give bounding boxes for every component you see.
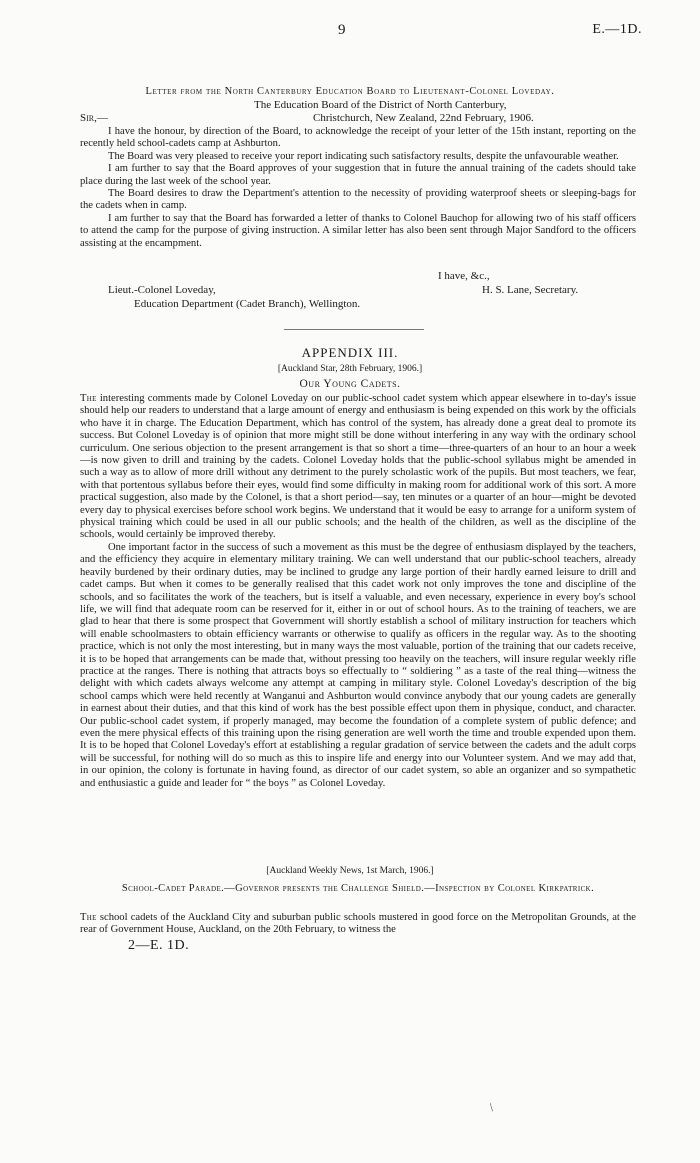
article-paragraph: One important factor in the success of such a movement as this must be the degree of enthusiasm displayed by the teachers, and the efficiency they acquire in elementary military training. We can well understand that our public-school teachers, already heavily burdened by their ordinary duties, may be inclined to grudge any large portion of their hardly earned leisure to drill and cadet camps. But when it comes to be generally realised that this cadet work not only improves the tone and discipline of the schools, and so facilitates the work of the teachers, but is itself a valuable, and even necessary, experience in every boy's school life, we will find that adequate room can be reserved for it, either in or out of school hours. As to the training of teachers, we are glad to hear that there is some prospect that Government will shortly establish a school of military instruction for teachers which will enable schoolmasters to obtain efficiency warrants or otherwise to qualify as officers in the regular way. As to the shooting practice, which is not only the most interesting, but in many ways the most valuable, portion of the training that our cadets receive, it is to be hoped that arrangements can be made that, without pressing too heavily on the teachers, will insure regular weekly rifle practice at the ranges. There is nothing that attracts boys so effectually to “ soldiering ” as a taste of the real thing—witness the delight with which cadets always welcome any attempt at camping in military style. Colonel Loveday's description of the big school camps which were held recently at Wanganui and Ashburton would convince anybody that our young cadets are generally in earnest about their duties, and that this kind of work has the best possible effect upon them in physique, conduct, and character. Our public-school cadet system, if properly managed, may become the foundation of a complete system of public defence; and even the mere physical effects of this training upon the rising generation are well worth the time and trouble expended upon them. It is to be hoped that Colonel Loveday's effort at establishing a regular gradation of service between the cadets and the adult corps will be successful, for nothing will do so much as this to inspire life and energy into our Volunteer system. And we may add that, in our opinion, the colony is fortunate in having found, as director of our cadet system, so able an organizer and so sympathetic and enthusiastic a guide and leader for “ the boys ” as Colonel Loveday. [80, 541, 636, 789]
article-body [80, 393, 636, 790]
letter-paragraph: I am further to say that the Board approves of your suggestion that in future the annual training of the cadets should take place during the last week of the school year. [80, 163, 636, 187]
signature-mark: 2—E. 1D. [128, 938, 190, 953]
letter-paragraph: I am further to say that the Board has forwarded a letter of thanks to Colonel Bauchop for allowing two of his staff officers to attend the camp for the purpose of giving instruction. A similar letter has also been sent through Major Sandford to the officers assisting at the encampment. [80, 212, 636, 249]
section-divider [284, 329, 424, 330]
article-paragraph-text: interesting comments made by Colonel Loveday on our public-school cadet system which appear elsewhere in to-day's issue should help our readers to understand that a large amount of energy and enthusiasm is being expended on this work by the officials who have it in charge. The Education Department, which has control of the system, has already done a great deal to promote its success. But Colonel Loveday is of opinion that more might still be done without interfering in any way with the ordinary school curriculum. One serious objection to the present arrangement is that so short a time—three-quarters of an hour to an hour a week—is now given to drill and training by the cadets. Colonel Loveday holds that the public-school syllabus might be amended in such a way as to allow of more drill without any detriment to the purely scholastic work of the pupils. But most teachers, we fear, with that portentous syllabus before their eyes, would find some difficulty in making room for additional work of this sort. A more practical suggestion, also made by the Colonel, is that a short period—say, ten minutes or a quarter of an hour—might be devoted every day to physical exercises before school work begins. We understand that it would be easy to arrange for a uniform system of physical training which could be used in all our public schools; and the health of the children, as well as the discipline of the schools, would certainly be improved thereby. [80, 393, 636, 541]
letter-salutation: Sir,— [80, 112, 108, 124]
letter-dateline: Christchurch, New Zealand, 22nd February, 1906. [313, 112, 534, 124]
weekly-news-heading: School-Cadet Parade.—Governor presents the Challenge Shield.—Inspection by Colonel Kirkpatrick. [121, 883, 595, 894]
letter-paragraph: The Board desires to draw the Department's attention to the necessity of providing waterproof sheets or sleeping-bags for the cadets when in camp. [80, 188, 636, 212]
weekly-news-paragraph-text: school cadets of the Auckland City and suburban public schools mustered in good force on the Metropolitan Grounds, at the rear of Government House, Auckland, on the 20th February, to witness the [80, 912, 636, 936]
letter-paragraph: The Board was very pleased to receive your report indicating such satisfactory results, despite the unfavourable weather. [108, 150, 619, 162]
document-reference: E.—1D. [592, 22, 642, 37]
article-first-word: The [80, 393, 97, 404]
letter-paragraph: I have the honour, by direction of the Board, to acknowledge the receipt of your letter of the 15th instant, reporting on the recently held school-cadets camp at Ashburton. [80, 126, 636, 150]
letter-board-address: The Education Board of the District of North Canterbury, [254, 99, 507, 111]
appendix-source: [Auckland Star, 28th February, 1906.] [277, 364, 423, 374]
letter-department: Education Department (Cadet Branch), Wellington. [134, 298, 361, 310]
weekly-news-first-word: The [80, 912, 97, 923]
letter-title: Letter from the North Canterbury Education Board to Lieutenant-Colonel Loveday. [145, 86, 555, 97]
appendix-title: APPENDIX III. [301, 345, 399, 360]
letter-signature: H. S. Lane, Secretary. [482, 284, 579, 296]
article-paragraph [80, 393, 636, 542]
page-number: 9 [338, 22, 346, 38]
letter-closing: I have, &c., [438, 270, 490, 282]
weekly-news-paragraph [80, 912, 636, 937]
weekly-news-body [80, 912, 636, 937]
letter-addressee: Lieut.-Colonel Loveday, [108, 284, 216, 296]
article-heading: Our Young Cadets. [299, 378, 401, 390]
weekly-news-source: [Auckland Weekly News, 1st March, 1906.] [266, 866, 434, 876]
stray-mark: / [486, 1100, 497, 1114]
letter-body [80, 126, 636, 250]
